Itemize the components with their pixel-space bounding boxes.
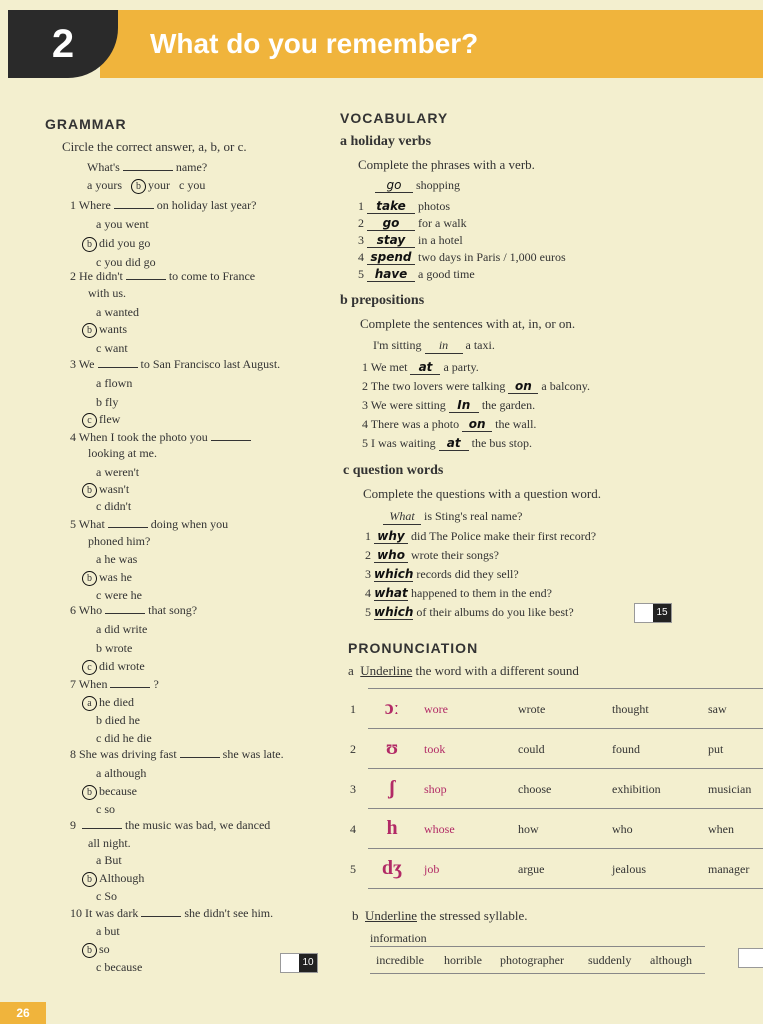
grammar-option-b[interactable]	[96, 395, 118, 410]
stress-word[interactable]: although	[650, 953, 692, 967]
grammar-option-b[interactable]	[82, 482, 129, 498]
item-number: 4	[365, 586, 371, 600]
grammar-question-2	[70, 269, 255, 284]
answer-blank	[141, 916, 181, 917]
handwritten-answer: In	[449, 398, 479, 413]
option-text: a flown	[96, 376, 133, 390]
question-number: 8	[70, 747, 76, 761]
item-number: 5	[362, 436, 368, 450]
grammar-score-box: 10	[280, 953, 318, 973]
option-text: c were he	[96, 588, 142, 602]
grammar-option-a[interactable]	[96, 622, 147, 637]
option-text: he died	[99, 695, 134, 709]
pron-word[interactable]: could	[518, 742, 545, 756]
vocab-c-item-3[interactable]	[365, 567, 519, 582]
grammar-question-9	[70, 818, 270, 833]
handwritten-answer: what	[374, 586, 408, 600]
item-number: 2	[365, 548, 371, 562]
pron-word[interactable]: saw	[708, 702, 727, 716]
vocab-c-example: What is Sting's real name?	[380, 509, 522, 525]
page-number: 26	[0, 1002, 46, 1024]
question-text: doing when you	[150, 517, 229, 531]
pron-word[interactable]: musician	[708, 782, 752, 796]
option-text: wants	[99, 322, 127, 336]
item-number: 2	[362, 379, 368, 393]
vocab-a-item-3[interactable]	[358, 233, 463, 248]
sentence-end: the garden.	[481, 398, 536, 412]
grammar-option-b[interactable]	[82, 236, 150, 252]
pron-word[interactable]: took	[424, 742, 446, 756]
vocab-c-item-2[interactable]	[365, 548, 499, 563]
grammar-option-c[interactable]	[96, 588, 142, 603]
answer-circle: b	[82, 785, 97, 800]
handwritten-answer: on	[508, 379, 538, 394]
grammar-option-b[interactable]	[82, 871, 144, 887]
answer-blank	[211, 440, 251, 441]
item-number: 3	[362, 398, 368, 412]
vocab-a-example: go shopping	[372, 178, 460, 193]
vocabulary-heading: VOCABULARY	[340, 110, 449, 126]
item-number: 5	[365, 605, 371, 619]
item-number: 3	[358, 233, 364, 247]
sentence-start: The two lovers were talking	[370, 379, 506, 393]
grammar-question-6	[70, 603, 197, 618]
vocab-b-item-3[interactable]	[362, 398, 535, 413]
answer-circle: b	[82, 323, 97, 338]
pron-a-title: a Underline the word with a different sound	[348, 663, 579, 678]
vocab-a-title: a holiday verbs	[340, 134, 432, 149]
sentence-end: a balcony.	[541, 379, 590, 393]
handwritten-answer: why	[374, 529, 408, 544]
handwritten-answer: go	[367, 216, 415, 231]
item-number: 4	[358, 250, 364, 264]
grammar-question-4	[70, 430, 254, 445]
vocab-b-item-2[interactable]	[362, 379, 590, 394]
question-end: of their albums do you like best?	[416, 605, 574, 619]
answer-blank	[114, 208, 154, 209]
vocab-a-item-4[interactable]	[358, 250, 566, 265]
unit-number: 2	[8, 10, 118, 78]
vocab-c-instruction: Complete the questions with a question word.	[363, 486, 601, 501]
grammar-example-question: What's name?	[87, 160, 208, 174]
pronunciation-score-box	[738, 948, 763, 968]
handwritten-answer: spend	[367, 250, 415, 265]
answer-blank	[126, 279, 166, 280]
question-text: to San Francisco last August.	[140, 357, 281, 371]
option-text: did you go	[99, 236, 151, 250]
question-text: When I took the photo you	[78, 430, 208, 444]
pron-word[interactable]: found	[612, 742, 640, 756]
pron-row-number: 3	[350, 782, 356, 796]
question-text: that song?	[148, 603, 198, 617]
grammar-option-b[interactable]	[96, 641, 132, 656]
grammar-option-a[interactable]	[96, 217, 149, 232]
question-number: 9	[70, 818, 76, 832]
question-text: Who	[78, 603, 103, 617]
question-end: did The Police make their first record?	[411, 529, 597, 543]
item-number: 1	[365, 529, 371, 543]
grammar-example-options: a yours b your c you	[87, 178, 206, 192]
pron-row-line	[368, 848, 763, 849]
answer-circle: b	[82, 943, 97, 958]
question-text: He didn't	[79, 269, 123, 283]
grammar-option-a[interactable]	[82, 695, 134, 711]
pron-word[interactable]: argue	[518, 862, 545, 876]
vocab-c-item-4[interactable]	[365, 586, 552, 601]
sound-symbol-icon: ɔː	[384, 697, 400, 719]
question-end: records did they sell?	[416, 567, 519, 581]
grammar-option-a[interactable]	[96, 465, 139, 480]
option-text: so	[99, 942, 110, 956]
sentence-end: the bus stop.	[471, 436, 532, 450]
option-text: a he was	[96, 552, 138, 566]
option-text: a But	[96, 853, 122, 867]
question-text: the music was bad, we danced	[125, 818, 271, 832]
option-text: a wanted	[96, 305, 139, 319]
item-number: 4	[362, 417, 368, 431]
sound-symbol-icon: h	[386, 817, 398, 839]
stress-word[interactable]: suddenly	[588, 953, 632, 967]
pron-row-number: 5	[350, 862, 356, 876]
option-text: a you went	[96, 217, 149, 231]
option-text: because	[99, 784, 137, 798]
grammar-question-3	[70, 357, 280, 372]
handwritten-answer: which	[374, 567, 414, 581]
handwritten-answer: who	[374, 548, 408, 563]
grammar-instruction: Circle the correct answer, a, b, or c.	[62, 139, 247, 154]
handwritten-answer: at	[439, 436, 469, 451]
pron-word[interactable]: jealous	[612, 862, 646, 876]
grammar-question-cont: with us.	[88, 286, 127, 300]
grammar-option-c[interactable]	[82, 659, 145, 675]
option-text: b fly	[96, 395, 119, 409]
pron-word[interactable]: how	[518, 822, 539, 836]
pron-word[interactable]: choose	[518, 782, 552, 796]
grammar-question-cont: looking at me.	[88, 446, 157, 460]
vocab-b-instruction: Complete the sentences with at, in, or on.	[360, 316, 576, 331]
question-number: 10	[70, 906, 82, 920]
vocab-b-item-4[interactable]	[362, 417, 536, 432]
grammar-option-c[interactable]	[96, 802, 115, 817]
pron-row-line	[368, 688, 763, 689]
vocab-b-title: b prepositions	[340, 293, 425, 308]
question-text: to come to France	[168, 269, 256, 283]
grammar-option-c[interactable]	[96, 731, 152, 746]
answer-blank	[180, 757, 220, 758]
question-text: We	[78, 357, 95, 371]
grammar-question-cont: phoned him?	[88, 534, 151, 548]
vocab-b-item-1[interactable]	[362, 360, 479, 375]
pron-word[interactable]: job	[424, 862, 440, 876]
pron-word[interactable]: shop	[424, 782, 447, 796]
question-number: 2	[70, 269, 76, 283]
answer-circle: c	[82, 660, 97, 675]
item-number: 2	[358, 216, 364, 230]
pron-row-number: 1	[350, 702, 356, 716]
sound-symbol-icon: dʒ	[381, 857, 403, 879]
option-text: a did write	[96, 622, 148, 636]
answer-blank	[105, 613, 145, 614]
pron-b-title: b Underline the stressed syllable.	[352, 908, 528, 923]
grammar-option-a[interactable]	[96, 853, 122, 868]
grammar-option-b[interactable]	[82, 570, 132, 586]
question-number: 5	[70, 517, 76, 531]
sound-symbol-icon: ʃ	[388, 777, 396, 799]
question-end: happened to them in the end?	[411, 586, 552, 600]
option-text: c want	[96, 341, 128, 355]
option-text: a but	[96, 924, 120, 938]
sentence-start: We were sitting	[370, 398, 446, 412]
pron-word[interactable]: who	[612, 822, 633, 836]
question-text: When	[78, 677, 108, 691]
phrase-text: in a hotel	[418, 233, 463, 247]
vocab-c-item-1[interactable]	[365, 529, 596, 544]
phrase-text: for a walk	[418, 216, 467, 230]
answer-circle: b	[82, 483, 97, 498]
handwritten-answer: on	[462, 417, 492, 432]
option-text: flew	[99, 412, 121, 426]
question-number: 7	[70, 677, 76, 691]
handwritten-answer: take	[367, 199, 415, 214]
pron-word[interactable]: thought	[612, 702, 649, 716]
option-text: was he	[99, 570, 132, 584]
question-text: on holiday last year?	[156, 198, 257, 212]
pron-b-word-row	[370, 946, 705, 974]
grammar-option-c[interactable]	[96, 255, 156, 270]
answer-blank	[98, 367, 138, 368]
vocab-a-item-5[interactable]	[358, 267, 475, 282]
pron-row-number: 2	[350, 742, 356, 756]
sentence-end: the wall.	[495, 417, 537, 431]
stress-word[interactable]: photographer	[500, 953, 564, 967]
option-text: c didn't	[96, 499, 132, 513]
grammar-option-a[interactable]	[96, 552, 137, 567]
answer-circle: b	[82, 872, 97, 887]
question-number: 6	[70, 603, 76, 617]
unit-header	[0, 10, 763, 78]
question-text: ?	[153, 677, 159, 691]
question-text: Where	[78, 198, 111, 212]
grammar-option-c[interactable]	[96, 960, 142, 975]
question-text: she was late.	[222, 747, 284, 761]
answer-circle: c	[82, 413, 97, 428]
sentence-start: There was a photo	[370, 417, 460, 431]
grammar-option-b[interactable]	[96, 713, 140, 728]
pron-row-line	[368, 808, 763, 809]
grammar-option-a[interactable]	[96, 766, 146, 781]
option-text: c So	[96, 889, 117, 903]
vocabulary-score-box: 15	[634, 603, 672, 623]
vocab-a-instruction: Complete the phrases with a verb.	[358, 157, 535, 172]
option-text: Although	[99, 871, 145, 885]
sentence-end: a party.	[443, 360, 479, 374]
question-number: 4	[70, 430, 76, 444]
grammar-question-1	[70, 198, 256, 213]
pron-row-line	[368, 888, 763, 889]
handwritten-answer: which	[374, 605, 414, 619]
answer-blank	[108, 527, 148, 528]
question-text: It was dark	[85, 906, 139, 920]
grammar-option-c[interactable]	[96, 341, 128, 356]
handwritten-answer: stay	[367, 233, 415, 248]
question-text: She was driving fast	[79, 747, 177, 761]
pron-word[interactable]: manager	[708, 862, 750, 876]
item-number: 1	[362, 360, 368, 374]
vocab-b-item-5[interactable]	[362, 436, 532, 451]
sentence-start: I was waiting	[371, 436, 436, 450]
pron-word[interactable]: when	[708, 822, 734, 836]
grammar-option-b[interactable]	[82, 942, 110, 958]
grammar-question-8	[70, 747, 284, 762]
option-text: c because	[96, 960, 143, 974]
grammar-question-5	[70, 517, 228, 532]
stress-word[interactable]: horrible	[444, 953, 482, 967]
item-number: 1	[358, 199, 364, 213]
pron-word[interactable]: whose	[424, 822, 455, 836]
pron-word[interactable]: wrote	[518, 702, 546, 716]
vocab-b-example: I'm sitting in a taxi.	[373, 338, 495, 352]
stress-word[interactable]: incredible	[376, 953, 424, 967]
question-text: What	[78, 517, 105, 531]
grammar-question-10	[70, 906, 273, 921]
answer-circle: b	[82, 571, 97, 586]
grammar-option-a[interactable]	[96, 924, 120, 939]
question-end: wrote their songs?	[411, 548, 499, 562]
pron-row-number: 4	[350, 822, 356, 836]
pron-b-example: information	[370, 931, 427, 945]
option-text: b died he	[96, 713, 140, 727]
option-text: b wrote	[96, 641, 133, 655]
option-text: a weren't	[96, 465, 140, 479]
sentence-start: We met	[370, 360, 408, 374]
item-number: 5	[358, 267, 364, 281]
grammar-question-7	[70, 677, 159, 692]
handwritten-answer: have	[367, 267, 415, 282]
option-text: c so	[96, 802, 115, 816]
pron-word[interactable]: put	[708, 742, 724, 756]
question-number: 1	[70, 198, 76, 212]
answer-circle: a	[82, 696, 97, 711]
item-number: 3	[365, 567, 371, 581]
grammar-option-c[interactable]	[96, 889, 117, 904]
answer-blank	[110, 687, 150, 688]
grammar-option-b[interactable]	[82, 784, 137, 800]
grammar-option-c[interactable]	[82, 412, 120, 428]
pron-word[interactable]: wore	[424, 702, 448, 716]
grammar-question-cont: all night.	[88, 836, 131, 850]
sound-symbol-icon: ʊ	[385, 737, 399, 759]
grammar-heading: GRAMMAR	[45, 116, 127, 132]
vocab-c-item-5[interactable]	[365, 605, 574, 620]
question-number: 3	[70, 357, 76, 371]
unit-title: What do you remember?	[150, 28, 479, 59]
answer-circle: b	[131, 179, 146, 194]
vocab-c-title: c question words	[343, 463, 444, 478]
answer-circle: b	[82, 237, 97, 252]
vocab-a-item-1[interactable]	[358, 199, 450, 214]
answer-blank	[82, 828, 122, 829]
option-text: wasn't	[99, 482, 130, 496]
option-text: c you did go	[96, 255, 156, 269]
pron-word[interactable]: exhibition	[612, 782, 661, 796]
pron-row-line	[368, 728, 763, 729]
grammar-option-b[interactable]	[82, 322, 127, 338]
phrase-text: photos	[418, 199, 451, 213]
grammar-option-a[interactable]	[96, 305, 139, 320]
pronunciation-heading: PRONUNCIATION	[348, 640, 479, 656]
question-text: she didn't see him.	[184, 906, 274, 920]
option-text: c did he die	[96, 731, 152, 745]
phrase-text: two days in Paris / 1,000 euros	[418, 250, 566, 264]
phrase-text: a good time	[418, 267, 475, 281]
handwritten-answer: at	[410, 360, 440, 375]
grammar-option-c[interactable]	[96, 499, 131, 514]
pron-row-line	[368, 768, 763, 769]
option-text: did wrote	[99, 659, 145, 673]
vocab-a-item-2[interactable]	[358, 216, 467, 231]
option-text: a although	[96, 766, 147, 780]
grammar-option-a[interactable]	[96, 376, 132, 391]
